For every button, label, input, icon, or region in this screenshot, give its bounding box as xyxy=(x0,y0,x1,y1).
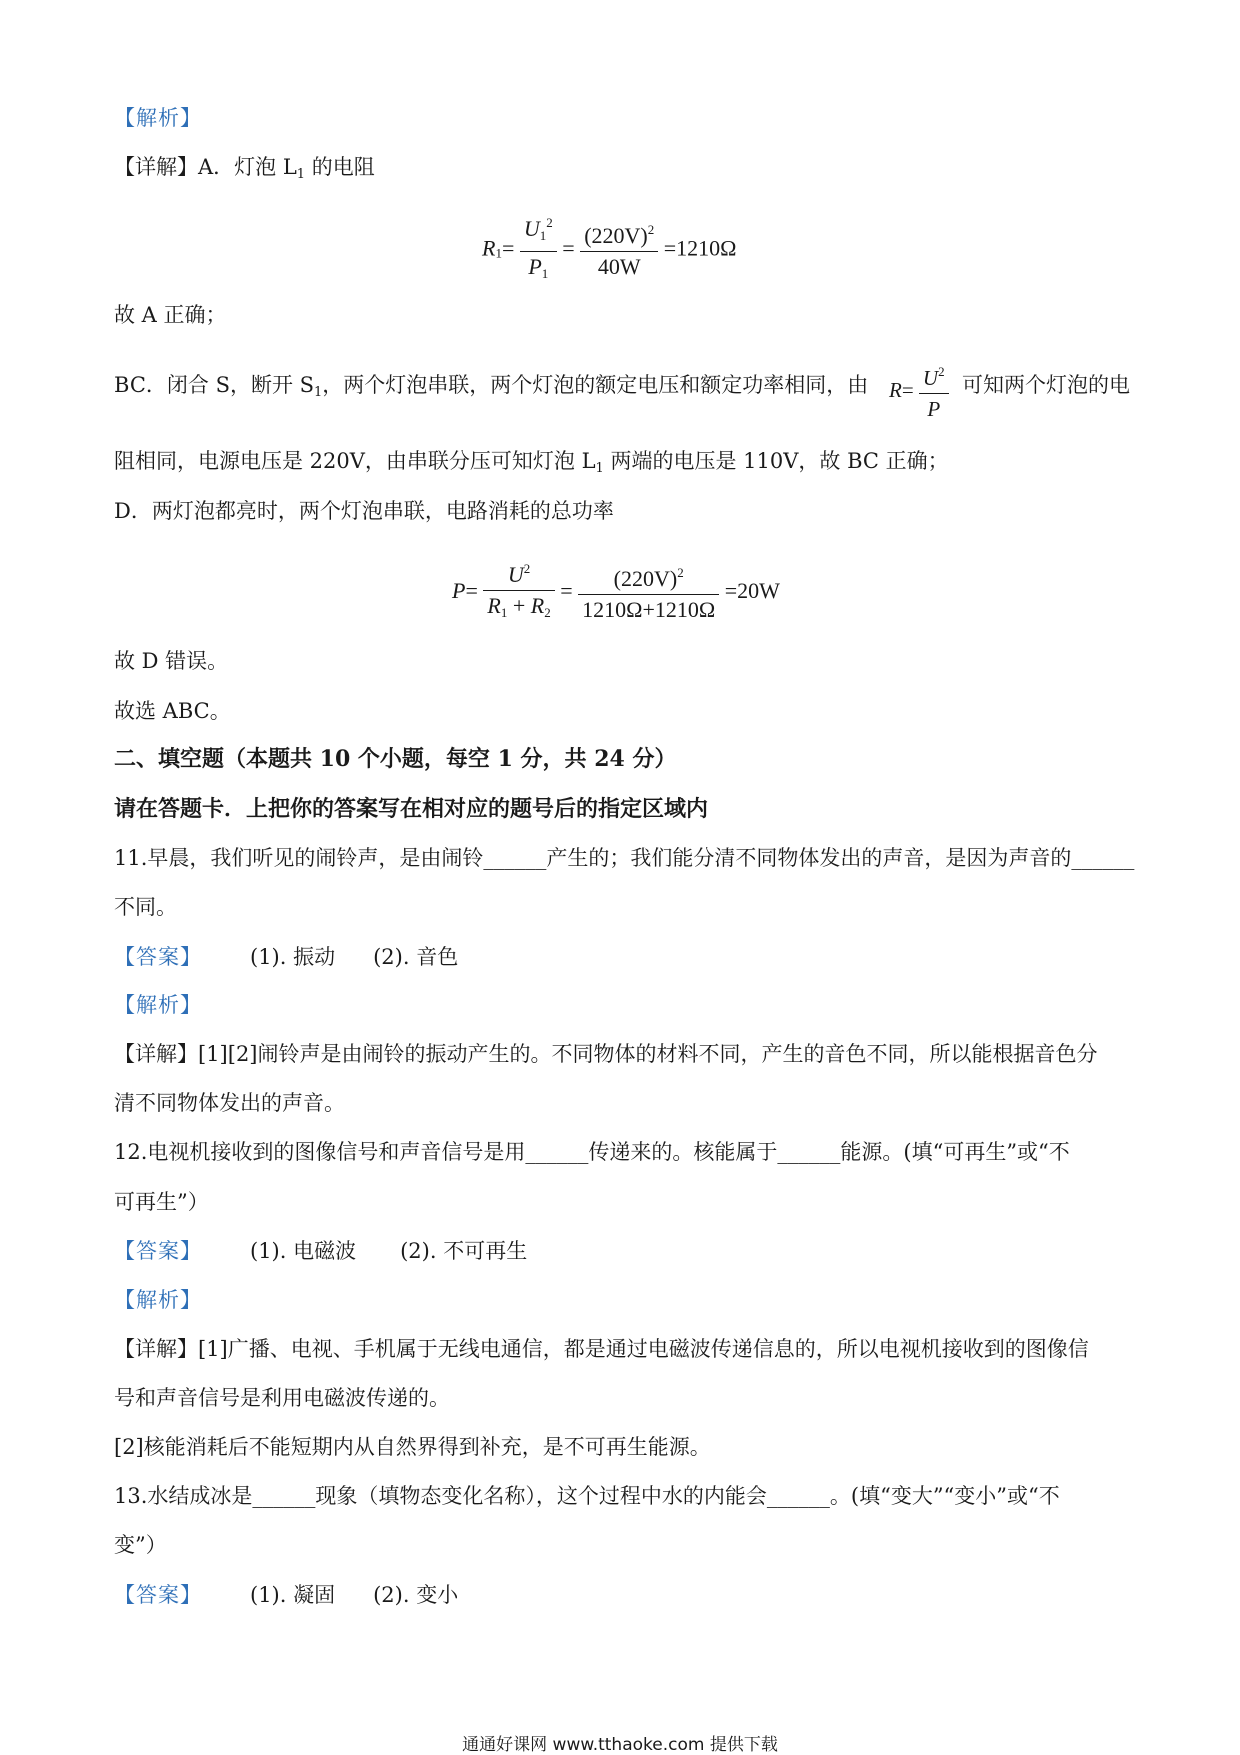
inline-fraction xyxy=(919,357,949,424)
section-note: 请在答题卡．上把你的答案写在相对应的题号后的指定区域内 xyxy=(114,796,709,822)
bc-text-a: BC．闭合 S，断开 S xyxy=(114,373,315,397)
formula-lhs: R xyxy=(482,235,496,261)
denominator-p: P xyxy=(528,254,542,279)
f2-den-r1: R xyxy=(487,593,501,618)
bc-text-b: ，两个灯泡串联，两个灯泡的额定电压和额定功率相同，由 xyxy=(322,373,869,397)
conclusion-d: 故 D 错误。 xyxy=(114,649,229,673)
inline-num: U xyxy=(922,366,939,390)
detail-12 xyxy=(114,1334,1089,1364)
question-11: 11.早晨，我们听见的闹铃声，是由闹铃______产生的；我们能分清不同物体发出的声音，是因为声音的______ xyxy=(114,846,1135,870)
formula-resistance xyxy=(482,208,737,289)
detail-11 xyxy=(114,1039,1098,1069)
denominator-40w: 40W xyxy=(597,254,641,279)
numerator-220v-sup: 2 xyxy=(647,222,655,237)
question-12-cont: 可再生”） xyxy=(114,1190,209,1214)
fraction-u2-over-p xyxy=(520,208,557,289)
formula-eq-2: = xyxy=(562,235,575,261)
bc2-text-b: 两端的电压是 110V，故 BC 正确； xyxy=(603,449,949,473)
conclusion-a: 故 A 正确； xyxy=(114,303,227,327)
answer-tag: 【答案】 xyxy=(114,945,202,969)
bc-line-2 xyxy=(114,446,949,484)
f2-den-ohms: 1210Ω+1210Ω xyxy=(582,596,716,622)
f2-den-r2-sub: 2 xyxy=(544,605,551,620)
question-11-cont: 不同。 xyxy=(114,895,177,919)
bc-line xyxy=(114,370,868,408)
denominator-p-sub: 1 xyxy=(541,266,549,281)
f2-num-u: U xyxy=(507,562,524,587)
detail-11-cont: 清不同物体发出的声音。 xyxy=(114,1091,345,1115)
answer-12 xyxy=(114,1236,527,1266)
question-12: 12.电视机接收到的图像信号和声音信号是用______传递来的。核能属于______能源。(填“可再生”或“不 xyxy=(114,1140,1070,1164)
detail-text: A．灯泡 L xyxy=(198,155,297,179)
analysis-heading: 【解析】 xyxy=(114,106,202,130)
inline-eq: = xyxy=(901,378,914,402)
formula-lhs-sub: 1 xyxy=(495,245,502,261)
answer-12-2: (2). 不可再生 xyxy=(400,1239,528,1263)
f2-num-220v: (220V) xyxy=(613,565,678,591)
detail-tag: 【详解】 xyxy=(114,155,198,179)
d-line: D．两灯泡都亮时，两个灯泡串联，电路消耗的总功率 xyxy=(114,499,614,523)
answer-11 xyxy=(114,942,458,972)
analysis-12: 【解析】 xyxy=(114,1288,202,1312)
detail-tag-12: 【详解】 xyxy=(114,1337,198,1361)
answer-12-1: (1). 电磁波 xyxy=(250,1239,357,1263)
f2-den-plus: + xyxy=(507,593,531,618)
fraction-220-over-40 xyxy=(580,215,658,282)
numerator-u-sup: 2 xyxy=(546,215,553,230)
question-13-cont: 变”） xyxy=(114,1533,167,1557)
formula-result: =1210Ω xyxy=(663,235,737,261)
bc2-text-a: 阻相同，电源电压是 220V，由串联分压可知灯泡 L xyxy=(114,449,596,473)
bc2-sub: 1 xyxy=(595,461,604,476)
question-13: 13.水结成冰是______现象（填物态变化名称），这个过程中水的内能会______。(填“变大”“变小”或“不 xyxy=(114,1484,1060,1508)
formula2-lhs: P xyxy=(452,578,466,603)
answer-13-1: (1). 凝固 xyxy=(250,1583,336,1607)
detail-tag-11: 【详解】 xyxy=(114,1042,198,1066)
detail-11-text: [1][2]闹铃声是由闹铃的振动产生的。不同物体的材料不同，产生的音色不同，所以能根据音色分 xyxy=(198,1042,1098,1066)
answer-13-2: (2). 变小 xyxy=(373,1583,459,1607)
answer-11-1: (1). 振动 xyxy=(250,945,336,969)
f2-den-r1-sub: 1 xyxy=(500,605,508,620)
fraction-u2-over-r xyxy=(483,554,554,628)
inline-num-sup: 2 xyxy=(938,364,945,379)
formula-power xyxy=(452,554,780,628)
inline-lhs: R xyxy=(889,378,902,402)
answer-tag-13: 【答案】 xyxy=(114,1583,202,1607)
detail-sub: 1 xyxy=(296,167,306,182)
answer-11-2: (2). 音色 xyxy=(373,945,459,969)
detail-12-text: [1]广播、电视、手机属于无线电通信，都是通过电磁波传递信息的，所以电视机接收到的图像信 xyxy=(198,1337,1089,1361)
answer-13 xyxy=(114,1580,458,1610)
formula-eq: = xyxy=(501,235,515,261)
fraction-220-over-2420 xyxy=(578,558,719,625)
bc-text-c: 可知两个灯泡的电 xyxy=(962,373,1130,397)
numerator-u: U xyxy=(523,216,540,241)
formula-inline-r xyxy=(889,357,949,424)
f2-den-r2: R xyxy=(530,593,545,618)
bc-sub: 1 xyxy=(314,385,323,400)
inline-den: P xyxy=(927,397,941,421)
final-answer: 故选 ABC。 xyxy=(114,699,231,723)
section-title: 二、填空题（本题共 10 个小题，每空 1 分，共 24 分） xyxy=(114,746,677,772)
page-footer: 通通好课网 www.tthaoke.com 提供下载 xyxy=(462,1735,778,1755)
formula2-eq-2: = xyxy=(560,578,573,603)
f2-num-220v-sup: 2 xyxy=(677,564,684,580)
detail-line-a xyxy=(114,152,375,190)
formula2-result: =20W xyxy=(724,578,780,603)
answer-tag-12: 【答案】 xyxy=(114,1239,202,1263)
f2-num-u-sup: 2 xyxy=(523,561,531,576)
numerator-220v: (220V) xyxy=(584,223,648,248)
analysis-11: 【解析】 xyxy=(114,993,202,1017)
detail-text-2: 的电阻 xyxy=(305,155,375,179)
detail-12-cont: 号和声音信号是利用电磁波传递的。 xyxy=(114,1386,450,1410)
numerator-u-sub: 1 xyxy=(539,228,547,243)
formula2-eq: = xyxy=(465,578,478,603)
detail-12-cont-2: [2]核能消耗后不能短期内从自然界得到补充，是不可再生能源。 xyxy=(114,1435,711,1459)
